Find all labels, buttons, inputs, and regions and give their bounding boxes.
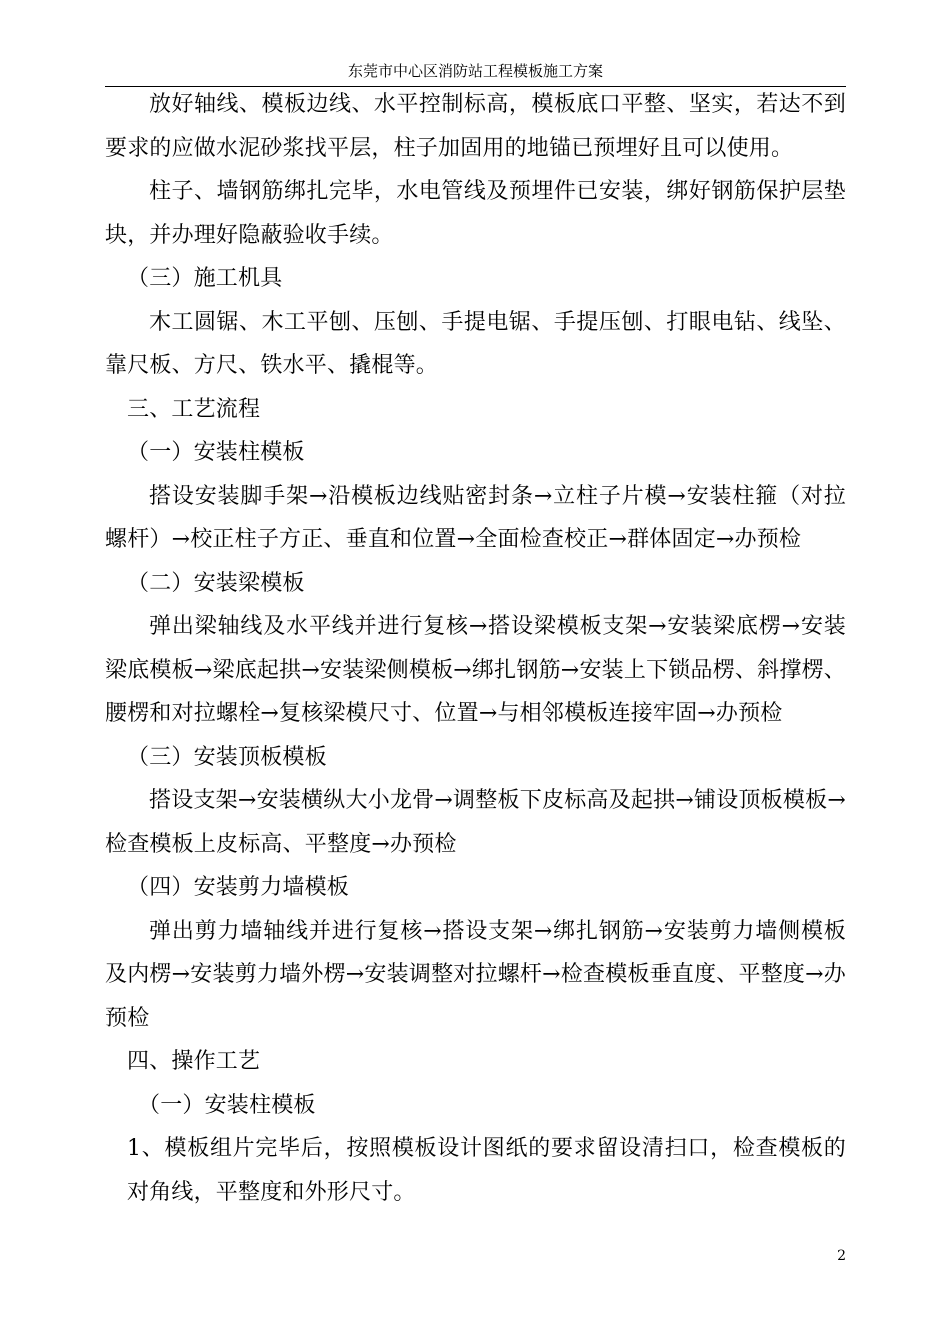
subheading-column-operation: （一）安装柱模板 [138, 1092, 316, 1118]
subheading-slab-formwork: （三）安装顶板模板 [127, 744, 327, 770]
paragraph-tools-list: 木工圆锯、木工平刨、压刨、手提电锯、手提压刨、打眼电钻、线坠、靠尺板、方尺、铁水平、撬棍等。 [105, 309, 846, 378]
paragraph-step-1: 1、模板组片完毕后，按照模板设计图纸的要求留设清扫口，检查模板的对角线，平整度和外形尺寸。 [127, 1136, 846, 1205]
section-heading-process: 三、工艺流程 [127, 396, 261, 422]
subheading-column-formwork: （一）安装柱模板 [127, 440, 305, 465]
paragraph-prep-axis: 放好轴线、模板边线、水平控制标高，模板底口平整、坚实，若达不到要求的应做水泥砂浆找平层，柱子加固用的地锚已预埋好且可以使用。 [105, 92, 846, 161]
subheading-tools: （三）施工机具 [127, 266, 283, 291]
subheading-shear-wall-formwork: （四）安装剪力墙模板 [127, 875, 350, 900]
page-number: 2 [837, 1248, 846, 1264]
paragraph-shear-wall-flow: 弹出剪力墙轴线并进行复核→搭设支架→绑扎钢筋→安装剪力墙侧模板及内楞→安装剪力墙外楞→安装调整对拉螺杆→检查模板垂直度、平整度→办预检 [105, 918, 846, 1031]
paragraph-slab-flow: 搭设支架→安装横纵大小龙骨→调整板下皮标高及起拱→铺设顶板模板→检查模板上皮标高、平整度→办预检 [105, 788, 846, 857]
document-body [105, 83, 846, 1214]
page-header-title: 东莞市中心区消防站工程模板施工方案 [347, 62, 603, 80]
section-heading-operation: 四、操作工艺 [127, 1049, 261, 1074]
paragraph-prep-rebar: 柱子、墙钢筋绑扎完毕，水电管线及预埋件已安装，绑好钢筋保护层垫块，并办理好隐蔽验收手续。 [105, 179, 846, 248]
paragraph-column-flow: 搭设安装脚手架→沿模板边线贴密封条→立柱子片模→安装柱箍（对拉螺杆）→校正柱子方正、垂直和位置→全面检查校正→群体固定→办预检 [105, 483, 846, 552]
paragraph-beam-flow: 弹出梁轴线及水平线并进行复核→搭设梁模板支架→安装梁底楞→安装梁底模板→梁底起拱→安装梁侧模板→绑扎钢筋→安装上下锁品楞、斜撑楞、腰楞和对拉螺栓→复核梁模尺寸、位置→与相邻模板连接牢固→办预检 [105, 614, 846, 726]
subheading-beam-formwork: （二）安装梁模板 [127, 570, 305, 596]
